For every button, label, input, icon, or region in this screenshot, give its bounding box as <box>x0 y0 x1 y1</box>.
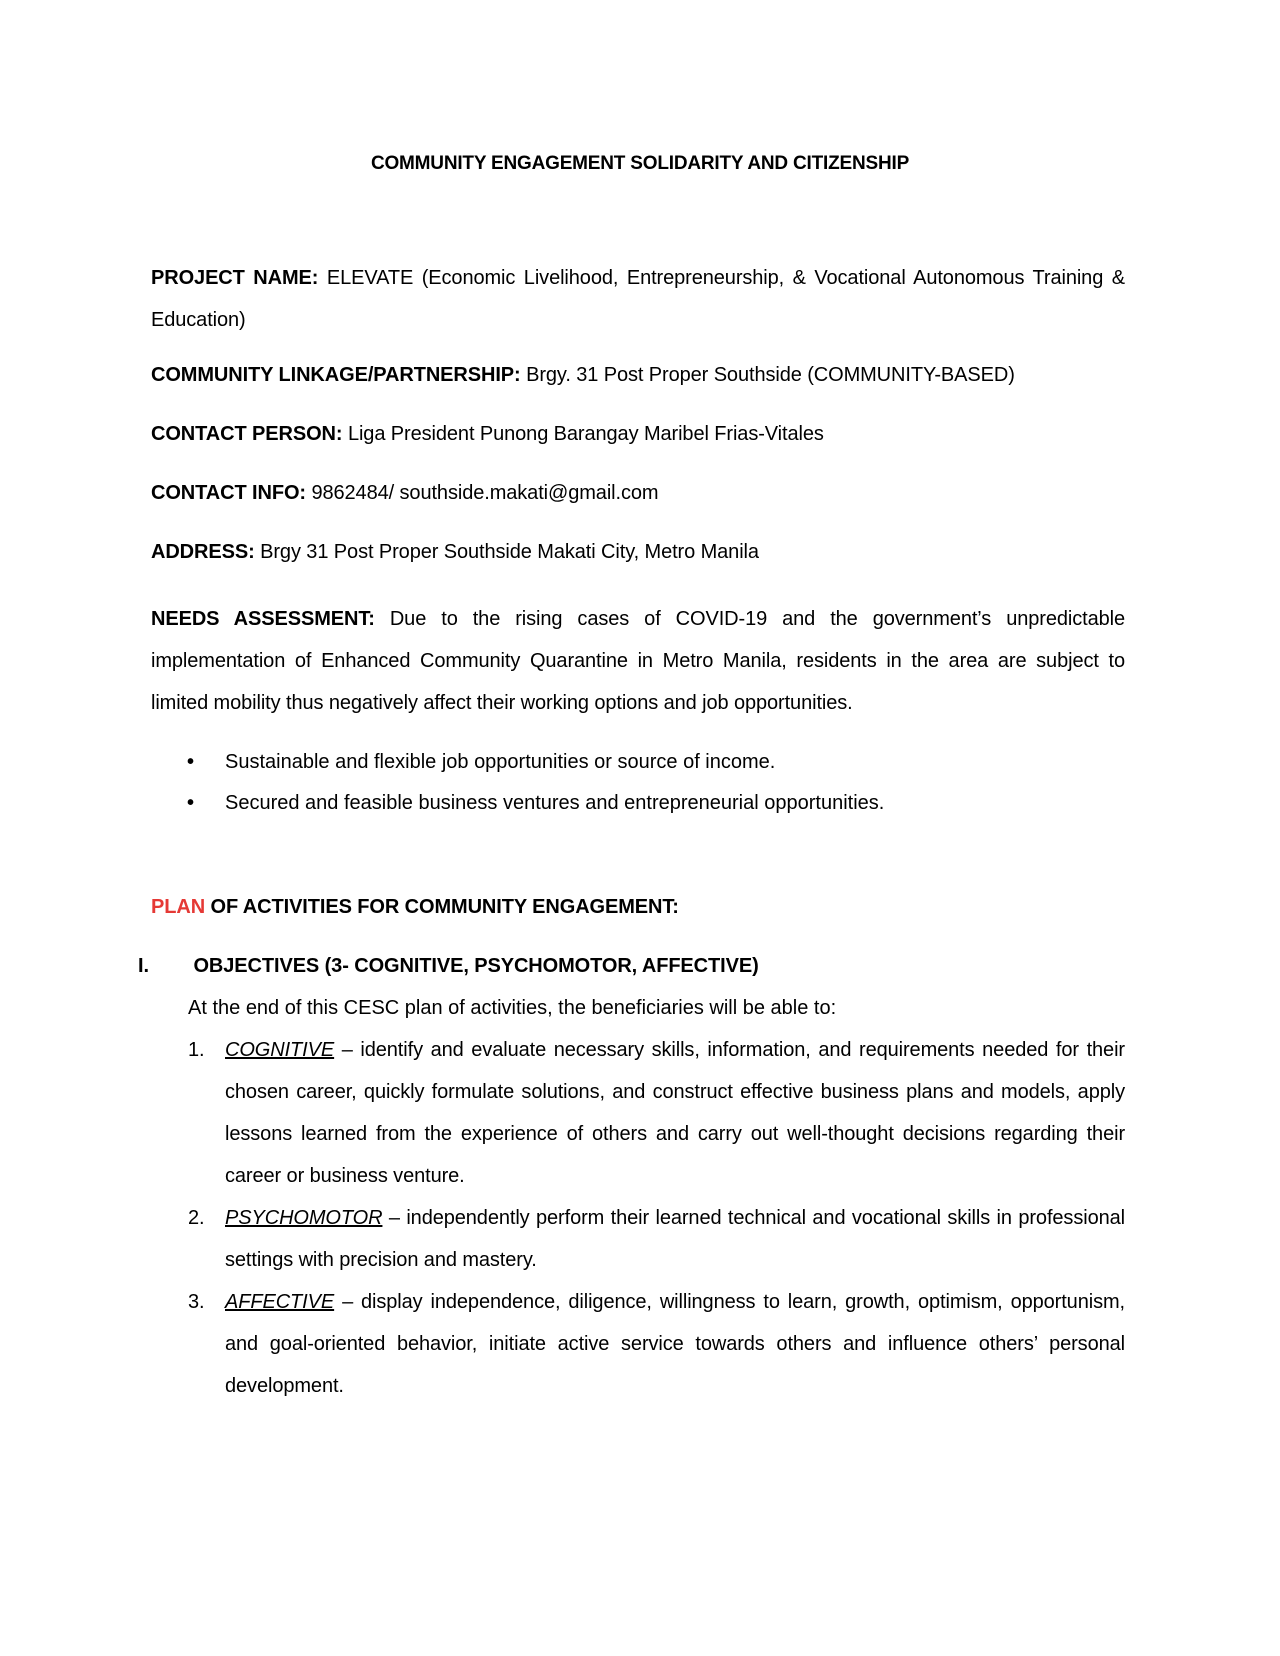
address-value: Brgy 31 Post Proper Southside Makati City, Metro Manila <box>260 541 759 563</box>
address-label: ADDRESS: <box>151 541 255 563</box>
bullet-icon: • <box>187 792 195 814</box>
needs-assessment-label: NEEDS ASSESSMENT: <box>151 608 375 630</box>
list-item <box>151 742 1125 783</box>
bullet-text: Secured and feasible business ventures and entrepreneurial opportunities. <box>225 792 885 814</box>
item-number: 3. <box>188 1291 205 1313</box>
plan-heading <box>151 886 679 928</box>
list-item <box>188 1281 1125 1407</box>
section-roman-numeral: I. <box>138 955 149 977</box>
section-heading <box>138 945 759 987</box>
contact-info-value: 9862484/ southside.makati@gmail.com <box>311 482 659 504</box>
objectives-intro: At the end of this CESC plan of activities, the beneficiaries will be able to: <box>188 997 837 1019</box>
objective-term: PSYCHOMOTOR <box>225 1207 383 1229</box>
document-title: COMMUNITY ENGAGEMENT SOLIDARITY AND CITIZENSHIP <box>370 153 910 174</box>
project-name-label: PROJECT NAME: <box>151 267 319 289</box>
objective-text: – independently perform their learned technical and vocational skills in professional settings with precision and mastery. <box>225 1207 1125 1271</box>
needs-assessment-field <box>151 598 1125 724</box>
project-name-field <box>151 257 1125 341</box>
list-item <box>188 1029 1125 1197</box>
needs-assessment-value: Due to the rising cases of COVID-19 and the government’s unpredictable implementation of Enhanced Community Quarantine in Metro Manila, residents in the area are subject to limited mobility thus negatively affect their working options and job opportunities. <box>151 608 1125 714</box>
objective-term: AFFECTIVE <box>225 1291 335 1313</box>
address-field <box>151 531 1125 573</box>
contact-person-label: CONTACT PERSON: <box>151 423 343 445</box>
objectives-list <box>188 1029 1125 1407</box>
list-item <box>151 783 1125 824</box>
community-linkage-label: COMMUNITY LINKAGE/PARTNERSHIP: <box>151 364 521 386</box>
contact-info-field <box>151 472 1125 514</box>
bullet-text: Sustainable and flexible job opportunities or source of income. <box>225 751 776 773</box>
section-heading-text: OBJECTIVES (3- COGNITIVE, PSYCHOMOTOR, AFFECTIVE) <box>193 955 759 977</box>
plan-heading-red-word: PLAN <box>151 896 206 918</box>
needs-bullet-list <box>151 742 1125 824</box>
contact-info-label: CONTACT INFO: <box>151 482 306 504</box>
bullet-icon: • <box>187 751 195 773</box>
objective-term: COGNITIVE <box>225 1039 335 1061</box>
objective-text: – identify and evaluate necessary skills, information, and requirements needed for their chosen career, quickly formulate solutions, and construct effective business plans and models, apply lessons learned from the experience of others and carry out well-thought decisions regarding their career or business venture. <box>225 1039 1125 1187</box>
item-number: 1. <box>188 1039 205 1061</box>
list-item <box>188 1197 1125 1281</box>
plan-heading-rest: OF ACTIVITIES FOR COMMUNITY ENGAGEMENT: <box>210 896 679 918</box>
contact-person-value: Liga President Punong Barangay Maribel Frias-Vitales <box>347 423 824 445</box>
community-linkage-field <box>151 354 1125 396</box>
project-name-value: ELEVATE (Economic Livelihood, Entrepreneurship, & Vocational Autonomous Training & Education) <box>151 267 1125 331</box>
objective-text: – display independence, diligence, willingness to learn, growth, optimism, opportunism, and goal-oriented behavior, initiate active service towards others and influence others’ personal development. <box>225 1291 1125 1397</box>
contact-person-field <box>151 413 1125 455</box>
item-number: 2. <box>188 1207 205 1229</box>
community-linkage-value: Brgy. 31 Post Proper Southside (COMMUNITY-BASED) <box>526 364 1015 386</box>
